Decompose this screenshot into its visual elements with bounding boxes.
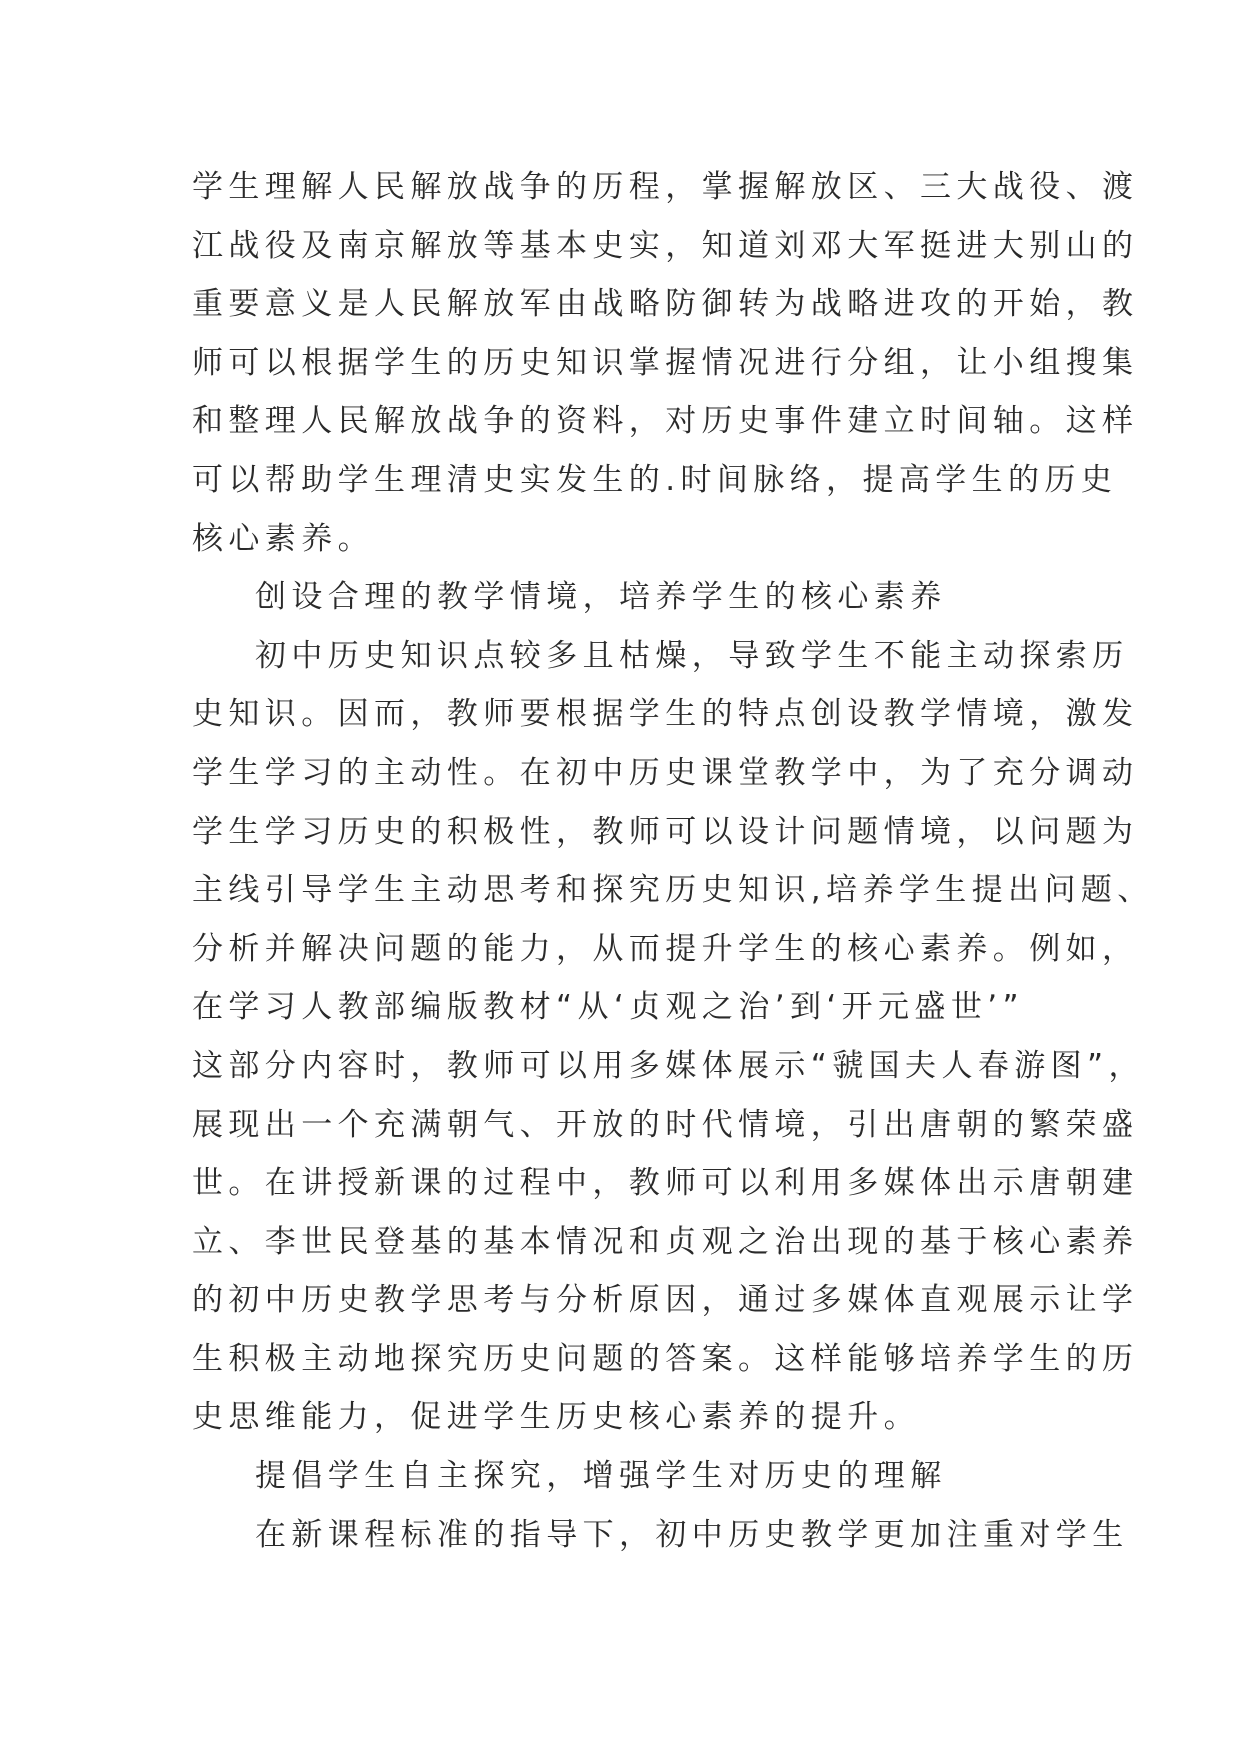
text-line: 学生学习的主动性。在初中历史课堂教学中，为了充分调动 [192, 754, 1139, 791]
text-line: 可以帮助学生理清史实发生的.时间脉络，提高学生的历史 [192, 461, 1118, 498]
text-line: 的初中历史教学思考与分析原因，通过多媒体直观展示让学 [192, 1282, 1139, 1319]
section-heading: 创设合理的教学情境，培养学生的核心素养 [255, 579, 947, 616]
paragraph-first-line: 初中历史知识点较多且枯燥，导致学生不能主动探索历 [255, 637, 1129, 674]
text-line: 师可以根据学生的历史知识掌握情况进行分组，让小组搜集 [192, 344, 1139, 381]
text-line: 主线引导学生主动思考和探究历史知识,培养学生提出问题、 [192, 872, 1154, 909]
text-line: 在学习人教部编版教材“从‘贞观之治’到‘开元盛世’” [192, 989, 1024, 1026]
text-line: 学生学习历史的积极性，教师可以设计问题情境，以问题为 [192, 813, 1139, 850]
body-text [192, 158, 1154, 1564]
text-line: 生积极主动地探究历史问题的答案。这样能够培养学生的历 [192, 1340, 1139, 1377]
text-line: 核心素养。 [192, 520, 374, 557]
section-heading: 提倡学生自主探究，增强学生对历史的理解 [255, 1458, 947, 1495]
text-line: 江战役及南京解放等基本史实，知道刘邓大军挺进大别山的 [192, 227, 1139, 264]
text-line: 世。在讲授新课的过程中，教师可以利用多媒体出示唐朝建 [192, 1165, 1139, 1202]
text-line: 分析并解决问题的能力，从而提升学生的核心素养。例如， [192, 930, 1139, 967]
text-line: 重要意义是人民解放军由战略防御转为战略进攻的开始，教 [192, 286, 1139, 323]
text-line: 展现出一个充满朝气、开放的时代情境，引出唐朝的繁荣盛 [192, 1106, 1139, 1143]
paragraph-first-line: 在新课程标准的指导下，初中历史教学更加注重对学生 [255, 1516, 1129, 1553]
text-line: 和整理人民解放战争的资料，对历史事件建立时间轴。这样 [192, 403, 1139, 440]
text-line: 这部分内容时，教师可以用多媒体展示“虢国夫人春游图”， [192, 1047, 1145, 1084]
text-line: 立、李世民登基的基本情况和贞观之治出现的基于核心素养 [192, 1223, 1139, 1260]
text-line: 史思维能力，促进学生历史核心素养的提升。 [192, 1399, 920, 1436]
text-line: 史知识。因而，教师要根据学生的特点创设教学情境，激发 [192, 696, 1139, 733]
text-line: 学生理解人民解放战争的历程，掌握解放区、三大战役、渡 [192, 169, 1139, 205]
